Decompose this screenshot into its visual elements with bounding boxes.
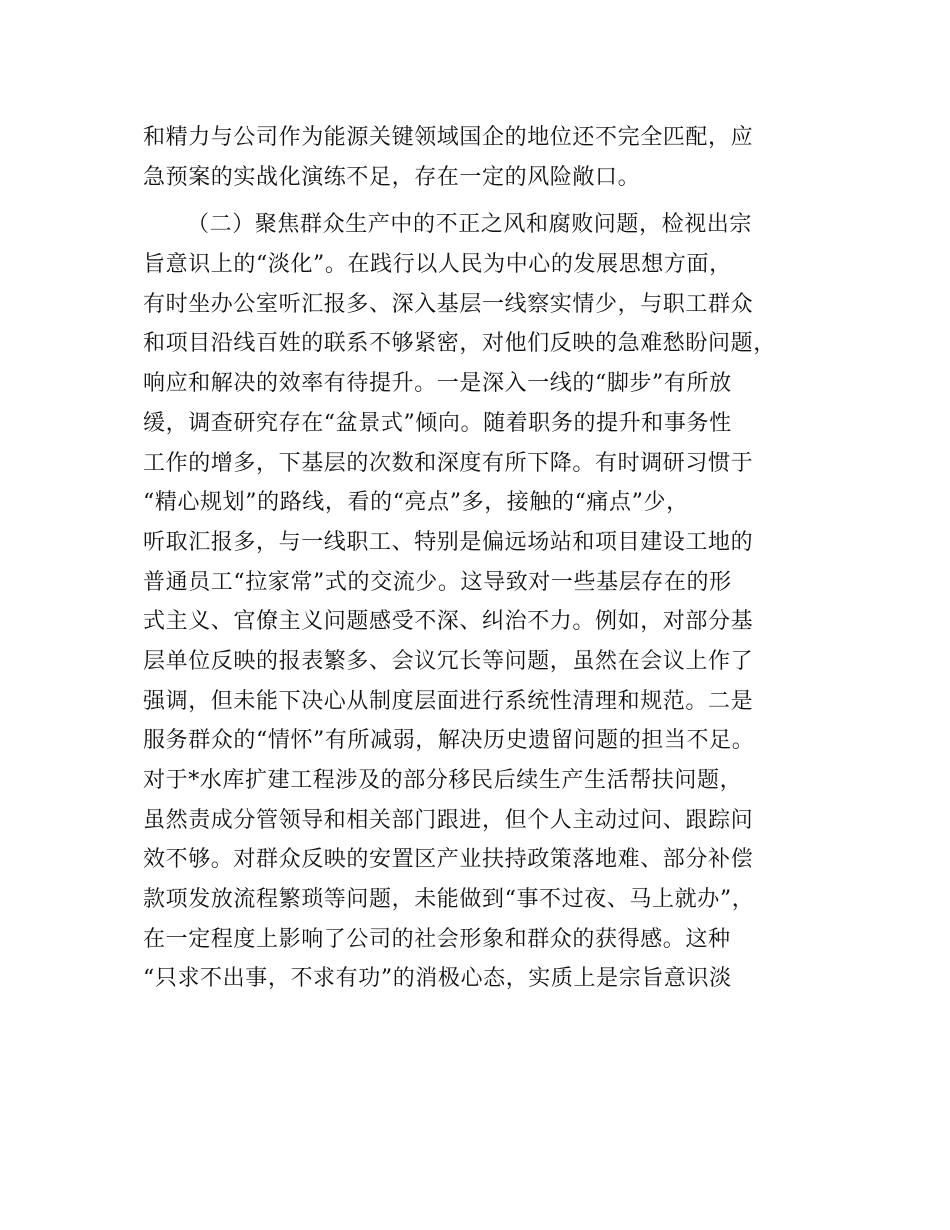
text-line: 缓，调查研究存在“盆景式”倾向。随着职务的提升和事务性	[143, 410, 732, 436]
text-line: 听取汇报多，与一线职工、特别是偏远场站和项目建设工地的	[143, 529, 754, 555]
text-line: 效不够。对群众反映的安置区产业扶持政策落地难、部分补偿	[143, 847, 754, 873]
text-line: 在一定程度上影响了公司的社会形象和群众的获得感。这种	[143, 926, 731, 952]
document-body	[143, 118, 823, 999]
text-line: 虽然责成分管领导和相关部门跟进，但个人主动过问、跟踪问	[143, 807, 754, 833]
text-line: 和精力与公司作为能源关键领域国企的地位还不完全匹配，应	[143, 125, 754, 150]
text-line: “精心规划”的路线，看的“亮点”多，接触的“痛点”少，	[143, 490, 689, 516]
text-line: 旨意识上的“淡化”。在践行以人民为中心的发展思想方面，	[143, 252, 732, 278]
text-line: 款项发放流程繁琐等问题，未能做到“事不过夜、马上就办”，	[143, 887, 755, 913]
paragraph-1	[143, 118, 823, 197]
text-line: 和项目沿线百姓的联系不够紧密，对他们反映的急难愁盼问题，	[143, 331, 776, 357]
paragraph-gap	[143, 197, 823, 205]
text-line: 急预案的实战化演练不足，存在一定的风险敞口。	[143, 164, 641, 190]
text-line: 服务群众的“情怀”有所减弱，解决历史遗留问题的担当不足。	[143, 728, 755, 754]
text-line: 式主义、官僚主义问题感受不深、纠治不力。例如，对部分基	[143, 609, 754, 635]
text-line: 响应和解决的效率有待提升。一是深入一线的“脚步”有所放	[143, 371, 732, 397]
text-line: 对于*水库扩建工程涉及的部分移民后续生产生活帮扶问题，	[143, 768, 743, 793]
text-line: 普通员工“拉家常”式的交流少。这导致对一些基层存在的形	[143, 569, 732, 595]
paragraph-2	[143, 205, 823, 999]
section-heading-line: （二）聚焦群众生产中的不正之风和腐败问题，检视出宗	[187, 212, 753, 238]
text-line: 有时坐办公室听汇报多、深入基层一线察实情少，与职工群众	[143, 291, 754, 317]
text-line: 强调，但未能下决心从制度层面进行系统性清理和规范。二是	[143, 688, 754, 714]
text-line: 层单位反映的报表繁多、会议冗长等问题，虽然在会议上作了	[143, 648, 754, 674]
text-line: 工作的增多，下基层的次数和深度有所下降。有时调研习惯于	[143, 450, 754, 476]
text-line: “只求不出事，不求有功”的消极心态，实质上是宗旨意识淡	[143, 966, 732, 992]
